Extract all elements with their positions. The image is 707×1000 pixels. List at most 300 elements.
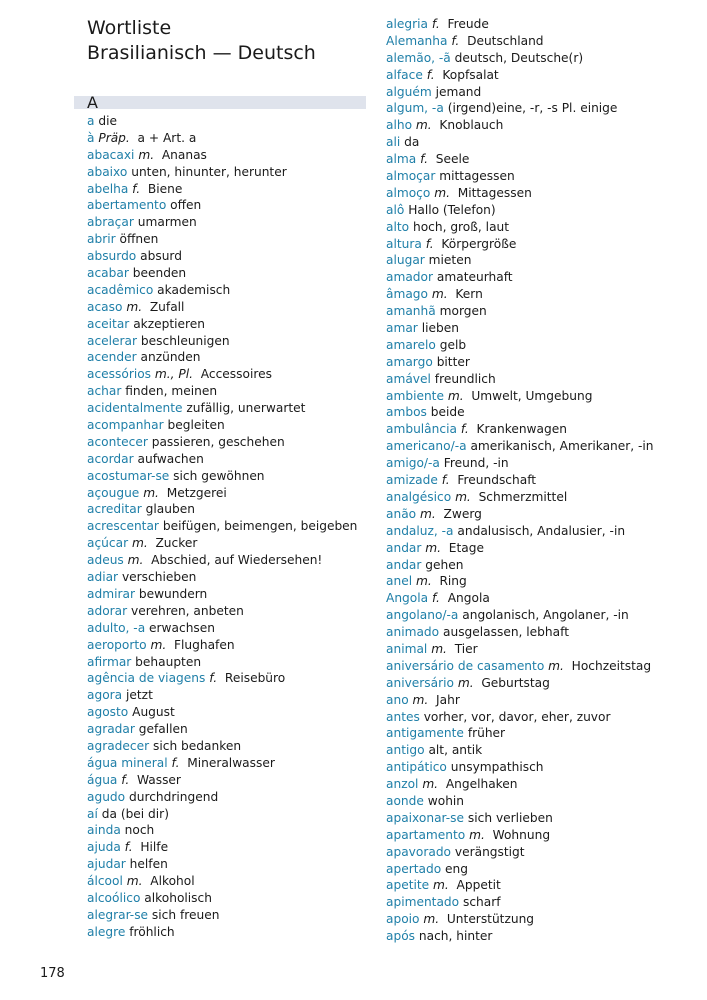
headword: ambos bbox=[386, 405, 427, 420]
translation: helfen bbox=[129, 857, 168, 872]
translation: sich freuen bbox=[151, 907, 220, 922]
translation: offen bbox=[170, 198, 202, 213]
headword: ainda bbox=[87, 823, 121, 838]
section-header-bar bbox=[74, 96, 366, 109]
translation: Geburtstag bbox=[481, 675, 550, 690]
headword: analgésico bbox=[386, 489, 452, 504]
translation: aufwachen bbox=[137, 451, 204, 466]
translation: jemand bbox=[435, 84, 482, 99]
headword: apoio bbox=[386, 912, 420, 927]
headword: acordar bbox=[87, 451, 134, 466]
dictionary-entry bbox=[87, 248, 372, 265]
grammar-label: f. bbox=[124, 840, 133, 855]
dictionary-entry bbox=[87, 704, 372, 721]
dictionary-entry bbox=[87, 434, 372, 451]
dictionary-entry bbox=[386, 202, 706, 219]
page-title bbox=[87, 16, 316, 66]
headword: amar bbox=[386, 321, 418, 336]
dictionary-entry bbox=[386, 33, 706, 50]
translation: amateurhaft bbox=[436, 270, 513, 285]
headword: acessórios bbox=[87, 367, 152, 382]
headword: agora bbox=[87, 688, 123, 703]
dictionary-entry bbox=[386, 421, 706, 438]
dictionary-entry bbox=[386, 438, 706, 455]
dictionary-entry bbox=[386, 759, 706, 776]
translation: Deutschland bbox=[467, 33, 544, 48]
grammar-label: m. bbox=[433, 878, 449, 893]
dictionary-entry bbox=[386, 523, 706, 540]
headword: acaso bbox=[87, 299, 123, 314]
headword: andar bbox=[386, 540, 422, 555]
headword: andaluz, -a bbox=[386, 523, 454, 538]
title-line-2: Brasilianisch — Deutsch bbox=[87, 42, 316, 64]
dictionary-entry bbox=[386, 489, 706, 506]
dictionary-entry bbox=[87, 485, 372, 502]
dictionary-entry bbox=[87, 214, 372, 231]
grammar-label: m. bbox=[420, 506, 436, 521]
dictionary-entry bbox=[87, 164, 372, 181]
translation: sich gewöhnen bbox=[173, 468, 265, 483]
dictionary-entry bbox=[87, 670, 372, 687]
dictionary-entry bbox=[386, 269, 706, 286]
dictionary-entry bbox=[87, 501, 372, 518]
translation: nach, hinter bbox=[418, 929, 493, 944]
dictionary-entry bbox=[386, 236, 706, 253]
dictionary-entry bbox=[386, 67, 706, 84]
headword: almoço bbox=[386, 185, 431, 200]
translation: unsympathisch bbox=[450, 760, 544, 775]
headword: afirmar bbox=[87, 654, 132, 669]
headword: antigo bbox=[386, 743, 425, 758]
translation: Biene bbox=[147, 181, 183, 196]
headword: acrescentar bbox=[87, 519, 159, 534]
grammar-label: m. bbox=[425, 540, 442, 555]
translation: vorher, vor, davor, eher, zuvor bbox=[423, 709, 611, 724]
headword: aeroporto bbox=[87, 637, 147, 652]
dictionary-entry bbox=[386, 472, 706, 489]
headword: ano bbox=[386, 692, 409, 707]
translation: Umwelt, Umgebung bbox=[471, 388, 593, 403]
dictionary-entry bbox=[386, 692, 706, 709]
translation: freundlich bbox=[434, 371, 496, 386]
headword: abrir bbox=[87, 232, 116, 247]
translation: finden, meinen bbox=[125, 384, 218, 399]
dictionary-entry bbox=[87, 907, 372, 924]
dictionary-entry bbox=[87, 603, 372, 620]
headword: à bbox=[87, 130, 95, 145]
translation: Hilfe bbox=[140, 840, 169, 855]
translation: Körpergröße bbox=[441, 236, 517, 251]
dictionary-entry bbox=[87, 890, 372, 907]
headword: ambulância bbox=[386, 422, 457, 437]
headword: acadêmico bbox=[87, 282, 154, 297]
translation: lieben bbox=[421, 321, 459, 336]
translation: beenden bbox=[132, 266, 187, 281]
grammar-label: f. bbox=[420, 152, 429, 167]
grammar-label: f. bbox=[171, 755, 180, 770]
headword: apaixonar-se bbox=[386, 810, 465, 825]
translation: August bbox=[132, 705, 175, 720]
translation: mieten bbox=[428, 253, 472, 268]
translation: amerikanisch, Amerikaner, -in bbox=[470, 439, 654, 454]
headword: acidentalmente bbox=[87, 401, 183, 416]
translation: da bbox=[404, 135, 420, 150]
headword: acender bbox=[87, 350, 137, 365]
dictionary-entry bbox=[386, 388, 706, 405]
dictionary-entry bbox=[386, 168, 706, 185]
headword: amargo bbox=[386, 354, 433, 369]
dictionary-entry bbox=[87, 518, 372, 535]
dictionary-entry bbox=[386, 658, 706, 675]
translation: absurd bbox=[140, 249, 182, 264]
grammar-label: m. bbox=[415, 574, 432, 589]
dictionary-entry bbox=[386, 455, 706, 472]
translation: erwachsen bbox=[149, 620, 215, 635]
grammar-label: m. bbox=[138, 147, 155, 162]
headword: agudo bbox=[87, 789, 126, 804]
dictionary-entry bbox=[386, 540, 706, 557]
translation: scharf bbox=[463, 895, 501, 910]
translation: wohin bbox=[427, 793, 465, 808]
right-column bbox=[386, 16, 706, 945]
dictionary-entry bbox=[87, 197, 372, 214]
dictionary-entry bbox=[386, 50, 706, 67]
left-column bbox=[87, 113, 372, 941]
headword: alho bbox=[386, 118, 413, 133]
dictionary-entry bbox=[87, 147, 372, 164]
translation: gefallen bbox=[138, 722, 188, 737]
grammar-label: f. bbox=[425, 236, 434, 251]
translation: verängstigt bbox=[454, 844, 525, 859]
translation: Angola bbox=[447, 591, 490, 606]
translation: Angelhaken bbox=[445, 777, 518, 792]
headword: adulto, -a bbox=[87, 620, 146, 635]
headword: álcool bbox=[87, 874, 123, 889]
dictionary-entry bbox=[87, 822, 372, 839]
translation: ausgelassen, lebhaft bbox=[443, 625, 569, 640]
dictionary-entry bbox=[386, 709, 706, 726]
headword: agradar bbox=[87, 722, 135, 737]
headword: anão bbox=[386, 506, 417, 521]
dictionary-entry bbox=[386, 861, 706, 878]
grammar-label: m. bbox=[447, 388, 464, 403]
headword: animado bbox=[386, 625, 440, 640]
grammar-label: Präp. bbox=[98, 130, 130, 145]
headword: acompanhar bbox=[87, 418, 164, 433]
translation: Ring bbox=[439, 574, 467, 589]
headword: acelerar bbox=[87, 333, 138, 348]
dictionary-entry bbox=[386, 624, 706, 641]
headword: alemão, -ã bbox=[386, 50, 451, 65]
dictionary-entry bbox=[87, 738, 372, 755]
dictionary-entry bbox=[386, 134, 706, 151]
dictionary-entry bbox=[386, 776, 706, 793]
dictionary-entry bbox=[386, 827, 706, 844]
translation: gehen bbox=[425, 557, 464, 572]
translation: deutsch, Deutsche(r) bbox=[454, 50, 584, 65]
translation: Unterstützung bbox=[446, 912, 535, 927]
dictionary-entry bbox=[386, 590, 706, 607]
dictionary-entry bbox=[386, 894, 706, 911]
dictionary-entry bbox=[386, 844, 706, 861]
headword: agosto bbox=[87, 705, 129, 720]
dictionary-entry bbox=[87, 282, 372, 299]
translation: beifügen, beimengen, beigeben bbox=[162, 519, 358, 534]
dictionary-entry bbox=[87, 535, 372, 552]
grammar-label: m. bbox=[126, 299, 143, 314]
dictionary-entry bbox=[386, 151, 706, 168]
headword: apertado bbox=[386, 861, 442, 876]
dictionary-entry bbox=[87, 654, 372, 671]
dictionary-entry bbox=[87, 772, 372, 789]
headword: amanhã bbox=[386, 304, 436, 319]
grammar-label: f. bbox=[441, 473, 450, 488]
dictionary-entry bbox=[386, 793, 706, 810]
dictionary-entry bbox=[386, 84, 706, 101]
grammar-label: f. bbox=[132, 181, 141, 196]
dictionary-entry bbox=[386, 725, 706, 742]
headword: apetite bbox=[386, 878, 430, 893]
translation: Reisebüro bbox=[224, 671, 286, 686]
translation: Kopfsalat bbox=[442, 67, 499, 82]
translation: Knoblauch bbox=[439, 118, 504, 133]
translation: glauben bbox=[145, 502, 195, 517]
headword: anzol bbox=[386, 777, 419, 792]
headword: ambiente bbox=[386, 388, 444, 403]
headword: apavorado bbox=[386, 844, 452, 859]
headword: âmago bbox=[386, 287, 429, 302]
headword: amável bbox=[386, 371, 431, 386]
dictionary-entry bbox=[87, 366, 372, 383]
headword: altura bbox=[386, 236, 422, 251]
headword: alcoólico bbox=[87, 890, 141, 905]
dictionary-entry bbox=[386, 675, 706, 692]
headword: abertamento bbox=[87, 198, 167, 213]
translation: verschieben bbox=[121, 570, 197, 585]
dictionary-entry bbox=[87, 806, 372, 823]
headword: agência de viagens bbox=[87, 671, 206, 686]
dictionary-entry bbox=[87, 451, 372, 468]
translation: Hallo (Telefon) bbox=[408, 202, 496, 217]
headword: agradecer bbox=[87, 738, 150, 753]
grammar-label: m. bbox=[412, 692, 429, 707]
translation: behaupten bbox=[135, 654, 202, 669]
dictionary-entry bbox=[87, 586, 372, 603]
headword: água mineral bbox=[87, 755, 168, 770]
grammar-label: f. bbox=[431, 17, 440, 31]
dictionary-entry bbox=[87, 181, 372, 198]
headword: amigo/-a bbox=[386, 456, 440, 471]
dictionary-entry bbox=[386, 303, 706, 320]
translation: zufällig, unerwartet bbox=[186, 401, 306, 416]
translation: Mineralwasser bbox=[187, 755, 275, 770]
headword: após bbox=[386, 929, 416, 944]
dictionary-entry bbox=[87, 924, 372, 941]
dictionary-entry bbox=[87, 856, 372, 873]
headword: ajuda bbox=[87, 840, 121, 855]
headword: andar bbox=[386, 557, 422, 572]
translation: Zucker bbox=[155, 536, 198, 551]
headword: apartamento bbox=[386, 827, 466, 842]
dictionary-entry bbox=[386, 371, 706, 388]
grammar-label: m. bbox=[150, 637, 167, 652]
title-line-1: Wortliste bbox=[87, 17, 172, 39]
dictionary-entry bbox=[87, 316, 372, 333]
translation: begleiten bbox=[167, 418, 225, 433]
dictionary-entry bbox=[386, 607, 706, 624]
headword: ajudar bbox=[87, 857, 126, 872]
translation: Etage bbox=[448, 540, 484, 555]
grammar-label: m. bbox=[423, 912, 440, 927]
dictionary-entry bbox=[87, 569, 372, 586]
translation: Flughafen bbox=[173, 637, 235, 652]
translation: Metzgerei bbox=[166, 485, 227, 500]
headword: admirar bbox=[87, 586, 135, 601]
headword: alegrar-se bbox=[87, 907, 149, 922]
dictionary-entry bbox=[386, 557, 706, 574]
grammar-label: m. bbox=[434, 185, 450, 200]
headword: aí bbox=[87, 806, 98, 821]
grammar-label: m. bbox=[431, 287, 448, 302]
dictionary-entry bbox=[386, 320, 706, 337]
headword: alugar bbox=[386, 253, 425, 268]
grammar-label: f. bbox=[209, 671, 218, 686]
dictionary-entry bbox=[386, 911, 706, 928]
grammar-label: m. bbox=[457, 675, 474, 690]
headword: algum, -a bbox=[386, 101, 444, 116]
dictionary-entry bbox=[87, 299, 372, 316]
translation: verehren, anbeten bbox=[131, 603, 244, 618]
translation: Wasser bbox=[136, 772, 181, 787]
headword: abacaxi bbox=[87, 147, 135, 162]
translation: Mittagessen bbox=[457, 185, 532, 200]
translation: öffnen bbox=[119, 232, 159, 247]
headword: acontecer bbox=[87, 434, 148, 449]
headword: acreditar bbox=[87, 502, 142, 517]
dictionary-entry bbox=[87, 620, 372, 637]
dictionary-entry bbox=[87, 721, 372, 738]
dictionary-entry bbox=[386, 573, 706, 590]
headword: Alemanha bbox=[386, 33, 448, 48]
translation: unten, hinunter, herunter bbox=[131, 164, 287, 179]
dictionary-entry bbox=[386, 16, 706, 33]
dictionary-entry bbox=[87, 755, 372, 772]
translation: bewundern bbox=[138, 586, 208, 601]
section-letter: A bbox=[87, 93, 98, 112]
grammar-label: f. bbox=[121, 772, 130, 787]
translation: sich bedanken bbox=[153, 738, 242, 753]
dictionary-entry bbox=[386, 810, 706, 827]
headword: alma bbox=[386, 152, 417, 167]
grammar-label: m. bbox=[431, 641, 447, 656]
dictionary-entry bbox=[386, 404, 706, 421]
dictionary-entry bbox=[386, 337, 706, 354]
headword: alegre bbox=[87, 924, 126, 939]
dictionary-entry bbox=[87, 113, 372, 130]
headword: Angola bbox=[386, 591, 429, 606]
dictionary-entry bbox=[87, 349, 372, 366]
headword: aniversário bbox=[386, 675, 454, 690]
headword: amizade bbox=[386, 473, 438, 488]
dictionary-entry bbox=[87, 383, 372, 400]
translation: hoch, groß, laut bbox=[412, 219, 510, 234]
translation: a + Art. a bbox=[137, 130, 197, 145]
headword: amador bbox=[386, 270, 434, 285]
translation: beschleunigen bbox=[140, 333, 230, 348]
headword: acostumar-se bbox=[87, 468, 170, 483]
grammar-label: m. bbox=[126, 874, 143, 889]
translation: anzünden bbox=[140, 350, 201, 365]
translation: alt, antik bbox=[428, 743, 483, 758]
dictionary-entry bbox=[386, 928, 706, 945]
headword: acabar bbox=[87, 266, 129, 281]
headword: adorar bbox=[87, 603, 128, 618]
translation: Seele bbox=[435, 152, 470, 167]
grammar-label: m. bbox=[422, 777, 439, 792]
headword: abaixo bbox=[87, 164, 128, 179]
dictionary-entry bbox=[87, 637, 372, 654]
translation: Zufall bbox=[149, 299, 185, 314]
translation: morgen bbox=[439, 304, 487, 319]
translation: die bbox=[98, 114, 117, 128]
headword: a bbox=[87, 114, 95, 128]
grammar-label: f. bbox=[460, 422, 469, 437]
grammar-label: m. bbox=[127, 553, 144, 568]
translation: fröhlich bbox=[129, 924, 175, 939]
translation: durchdringend bbox=[129, 789, 219, 804]
headword: açougue bbox=[87, 485, 140, 500]
dictionary-entry bbox=[386, 877, 706, 894]
dictionary-entry bbox=[87, 468, 372, 485]
dictionary-entry bbox=[386, 742, 706, 759]
grammar-label: f. bbox=[426, 67, 435, 82]
translation: Freund, -in bbox=[443, 456, 509, 471]
page-number: 178 bbox=[40, 966, 65, 981]
headword: anel bbox=[386, 574, 413, 589]
translation: Freude bbox=[447, 17, 489, 31]
dictionary-entry bbox=[87, 265, 372, 282]
headword: antigamente bbox=[386, 726, 464, 741]
headword: antipático bbox=[386, 760, 447, 775]
grammar-label: m. bbox=[469, 827, 485, 842]
headword: apimentado bbox=[386, 895, 460, 910]
translation: früher bbox=[467, 726, 506, 741]
translation: Abschied, auf Wiedersehen! bbox=[151, 553, 323, 568]
translation: Alkohol bbox=[150, 874, 195, 889]
translation: gelb bbox=[439, 337, 467, 352]
translation: noch bbox=[124, 823, 155, 838]
headword: água bbox=[87, 772, 118, 787]
translation: Jahr bbox=[436, 692, 460, 707]
headword: absurdo bbox=[87, 249, 137, 264]
dictionary-entry bbox=[386, 185, 706, 202]
headword: aonde bbox=[386, 793, 424, 808]
headword: amarelo bbox=[386, 337, 436, 352]
dictionary-entry bbox=[87, 687, 372, 704]
dictionary-entry bbox=[87, 839, 372, 856]
headword: americano/-a bbox=[386, 439, 467, 454]
headword: animal bbox=[386, 641, 428, 656]
translation: mittagessen bbox=[439, 169, 515, 184]
translation: eng bbox=[445, 861, 468, 876]
headword: alto bbox=[386, 219, 410, 234]
headword: aniversário de casamento bbox=[386, 658, 545, 673]
translation: da (bei dir) bbox=[101, 806, 169, 821]
headword: abraçar bbox=[87, 215, 134, 230]
dictionary-entry bbox=[386, 641, 706, 658]
dictionary-entry bbox=[386, 354, 706, 371]
dictionary-entry bbox=[87, 552, 372, 569]
